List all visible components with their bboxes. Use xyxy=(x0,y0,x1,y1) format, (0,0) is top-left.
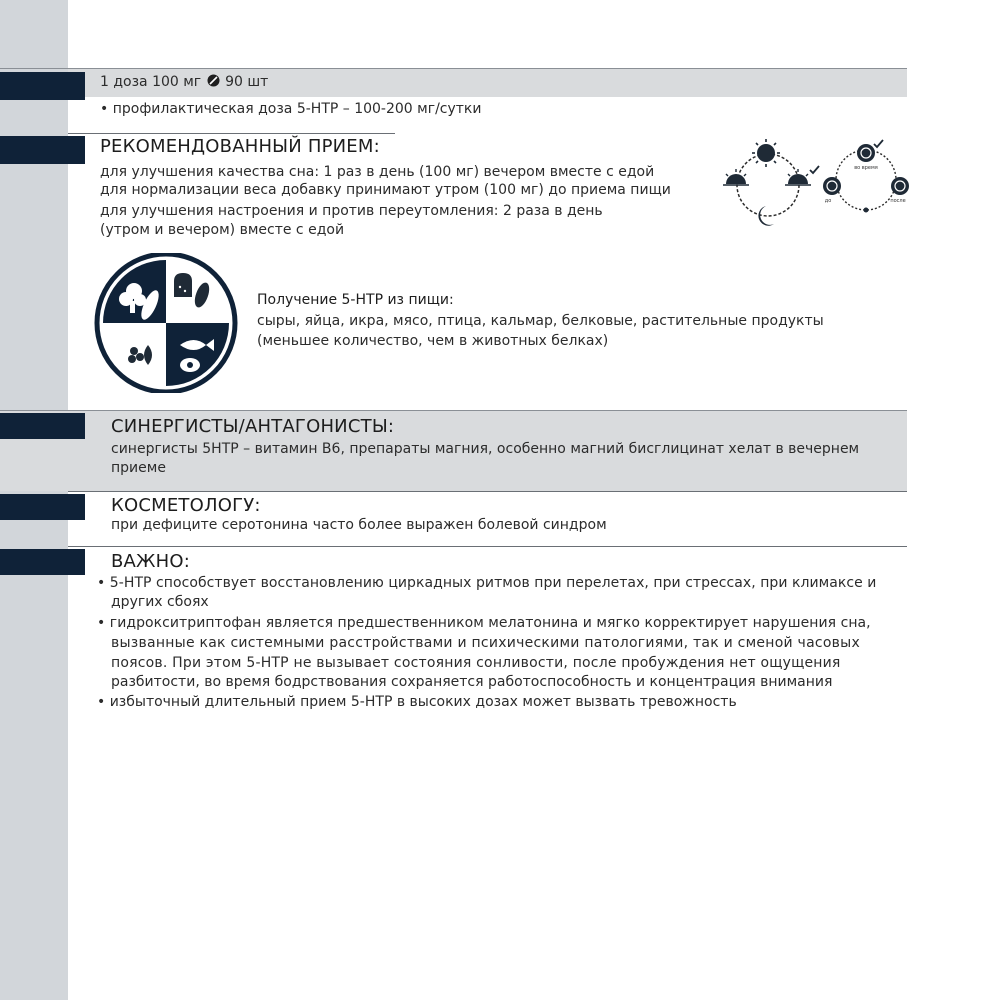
synergists-title: СИНЕРГИСТЫ/АНТАГОНИСТЫ: xyxy=(111,416,395,437)
meal-timing-icon xyxy=(818,138,914,218)
day-cycle-icon xyxy=(722,138,822,232)
food-line-2: (меньшее количество, чем в животных белках) xyxy=(257,333,609,349)
dose-marker xyxy=(0,72,85,100)
fish-plate-slice xyxy=(166,323,229,386)
plate-before-icon xyxy=(823,177,841,195)
synergists-marker xyxy=(0,413,85,439)
bread-icon xyxy=(174,273,192,297)
cosmetologist-text: при дефиците серотонина часто более выражен болевой синдром xyxy=(111,517,607,533)
plate-after-icon xyxy=(891,177,909,195)
cosmetologist-title: КОСМЕТОЛОГУ: xyxy=(111,495,261,516)
important-marker xyxy=(0,549,85,575)
meal-label-after: после xyxy=(890,198,906,204)
food-line-1: сыры, яйца, икра, мясо, птица, кальмар, белковые, растительные продукты xyxy=(257,313,824,329)
important-item-1-line-1: • 5-HTP способствует восстановлению циркадных ритмов при перелетах, при стрессах, при климаксе и xyxy=(97,575,877,591)
recommended-line-3: для улучшения настроения и против переутомления: 2 раза в день xyxy=(100,203,603,219)
cosmetologist-marker xyxy=(0,494,85,520)
meal-label-before: до xyxy=(824,198,832,204)
important-item-2-line-1: • гидрокситриптофан является предшественником мелатонина и мягко корректирует нарушения сна, xyxy=(97,615,871,631)
sunrise-icon xyxy=(723,169,749,185)
recommended-line-4: (утром и вечером) вместе с едой xyxy=(100,222,345,238)
recommended-rule xyxy=(68,133,395,134)
important-item-1-line-2: другиx сбоях xyxy=(111,594,209,610)
important-rule xyxy=(68,546,907,547)
recommended-line-1: для улучшения качества сна: 1 раз в день (100 мг) вечером вместе с едой xyxy=(100,164,655,180)
dose-amount: 1 доза 100 мг xyxy=(100,74,202,90)
recommended-marker xyxy=(0,136,85,164)
cosmetologist-rule xyxy=(68,491,907,492)
recommended-title: РЕКОМЕНДОВАННЫЙ ПРИЕМ: xyxy=(100,136,380,157)
capsule-icon xyxy=(207,74,220,87)
sun-icon xyxy=(752,139,780,167)
plate-during-icon xyxy=(857,144,875,162)
synergists-line-1: синергисты 5HTP – витамин В6, препараты магния, особенно магний бисглицинат хелат в вечернем xyxy=(111,441,860,457)
meal-label-during: во время xyxy=(854,165,878,171)
important-item-3-line-1: • избыточный длительный прием 5-HTP в высоких дозах может вызвать тревожность xyxy=(97,694,737,710)
sunset-icon xyxy=(785,169,811,185)
important-item-2-line-2: вызванные как системными расстройствами и психическими патологиями, так и сменой часовых xyxy=(111,635,861,651)
food-circle-icon xyxy=(94,253,240,393)
dose-count: 90 шт xyxy=(225,74,269,90)
recommended-line-2: для нормализации веса добавку принимают утром (100 мг) до приема пищи xyxy=(100,182,671,198)
synergists-line-2: приеме xyxy=(111,460,166,476)
important-item-2-line-4: разбитости, во время бодрствования сохраняется работоспособность и концентрация внимания xyxy=(111,674,833,690)
check-icon xyxy=(874,140,883,147)
important-title: ВАЖНО: xyxy=(111,551,191,572)
important-item-2-line-3: поясов. При этом 5-HTP не вызывает состояния сонливости, после пробуждения нет ощущения xyxy=(111,655,841,671)
dose-line xyxy=(100,74,268,90)
food-title: Получение 5-HTP из пищи: xyxy=(257,292,454,308)
prophylactic-dose: • профилактическая доза 5-HTP – 100-200 мг/сутки xyxy=(100,101,482,117)
